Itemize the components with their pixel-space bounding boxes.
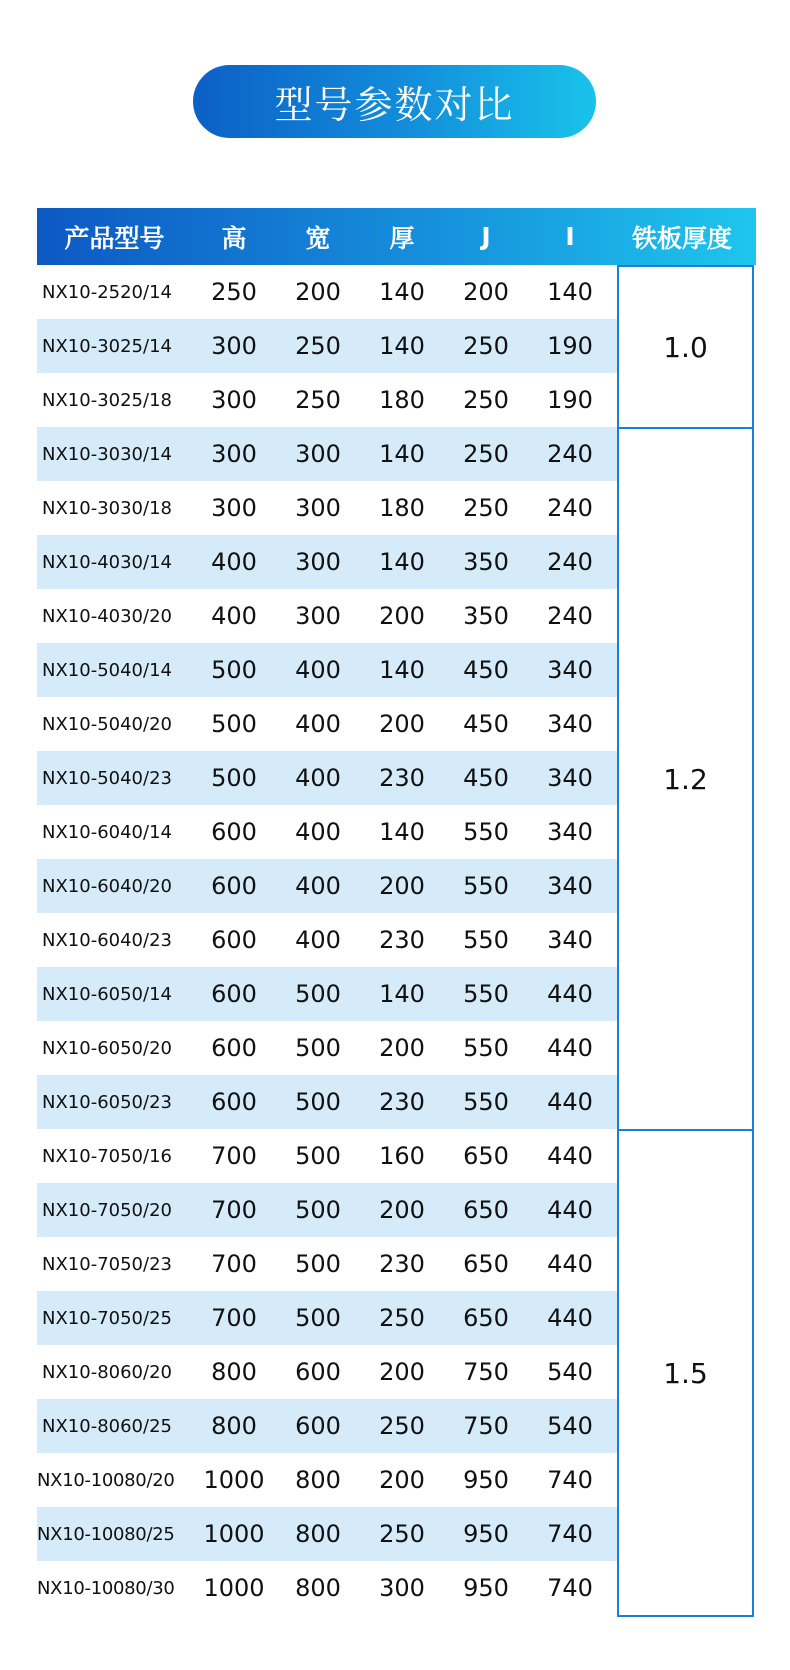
header-thickness: 厚 bbox=[389, 223, 415, 253]
cell-height: 600 bbox=[211, 980, 257, 1008]
cell-width: 300 bbox=[295, 602, 341, 630]
cell-i: 240 bbox=[547, 494, 593, 522]
cell-j: 750 bbox=[463, 1412, 509, 1440]
table-row bbox=[37, 805, 617, 859]
cell-model: NX10-5040/20 bbox=[42, 713, 172, 735]
cell-i: 540 bbox=[547, 1412, 593, 1440]
cell-j: 550 bbox=[463, 818, 509, 846]
cell-i: 340 bbox=[547, 710, 593, 738]
cell-j: 450 bbox=[463, 710, 509, 738]
cell-i: 140 bbox=[547, 278, 593, 306]
cell-thickness: 200 bbox=[379, 602, 425, 630]
cell-j: 200 bbox=[463, 278, 509, 306]
cell-model: NX10-6050/14 bbox=[42, 983, 172, 1005]
cell-j: 650 bbox=[463, 1250, 509, 1278]
cell-j: 550 bbox=[463, 1088, 509, 1116]
cell-model: NX10-6040/14 bbox=[42, 821, 172, 843]
cell-height: 300 bbox=[211, 494, 257, 522]
cell-thickness: 230 bbox=[379, 1088, 425, 1116]
table-row bbox=[37, 1561, 617, 1615]
cell-width: 800 bbox=[295, 1574, 341, 1602]
cell-height: 500 bbox=[211, 710, 257, 738]
cell-j: 650 bbox=[463, 1142, 509, 1170]
cell-thickness: 200 bbox=[379, 872, 425, 900]
cell-model: NX10-4030/20 bbox=[42, 605, 172, 627]
cell-i: 240 bbox=[547, 548, 593, 576]
cell-j: 250 bbox=[463, 386, 509, 414]
cell-height: 300 bbox=[211, 332, 257, 360]
cell-model: NX10-6040/23 bbox=[42, 929, 172, 951]
cell-model: NX10-5040/23 bbox=[42, 767, 172, 789]
cell-j: 650 bbox=[463, 1304, 509, 1332]
cell-model: NX10-8060/20 bbox=[42, 1361, 172, 1383]
cell-width: 200 bbox=[295, 278, 341, 306]
cell-j: 450 bbox=[463, 656, 509, 684]
cell-height: 250 bbox=[211, 278, 257, 306]
cell-width: 600 bbox=[295, 1358, 341, 1386]
table-row bbox=[37, 967, 617, 1021]
table-row bbox=[37, 589, 617, 643]
header-height: 高 bbox=[221, 223, 247, 253]
table-row bbox=[37, 1021, 617, 1075]
cell-model: NX10-6050/23 bbox=[42, 1091, 172, 1113]
cell-width: 400 bbox=[295, 926, 341, 954]
cell-j: 950 bbox=[463, 1574, 509, 1602]
cell-height: 1000 bbox=[203, 1466, 265, 1494]
cell-height: 300 bbox=[211, 440, 257, 468]
cell-i: 440 bbox=[547, 1088, 593, 1116]
cell-i: 190 bbox=[547, 332, 593, 360]
cell-thickness: 180 bbox=[379, 386, 425, 414]
cell-model: NX10-3025/14 bbox=[42, 335, 172, 357]
cell-height: 600 bbox=[211, 926, 257, 954]
cell-height: 300 bbox=[211, 386, 257, 414]
cell-model: NX10-3025/18 bbox=[42, 389, 172, 411]
cell-i: 340 bbox=[547, 818, 593, 846]
cell-i: 340 bbox=[547, 656, 593, 684]
cell-i: 440 bbox=[547, 1250, 593, 1278]
cell-width: 800 bbox=[295, 1520, 341, 1548]
cell-height: 400 bbox=[211, 602, 257, 630]
table-row bbox=[37, 643, 617, 697]
cell-thickness: 250 bbox=[379, 1412, 425, 1440]
cell-thickness: 140 bbox=[379, 278, 425, 306]
header-i: I bbox=[565, 222, 575, 251]
cell-model: NX10-5040/14 bbox=[42, 659, 172, 681]
plate-thickness-group: 1.0 bbox=[617, 265, 754, 429]
table-row bbox=[37, 427, 617, 481]
cell-thickness: 140 bbox=[379, 548, 425, 576]
cell-height: 800 bbox=[211, 1358, 257, 1386]
cell-i: 440 bbox=[547, 1196, 593, 1224]
cell-i: 740 bbox=[547, 1466, 593, 1494]
table-row bbox=[37, 1075, 617, 1129]
cell-width: 300 bbox=[295, 494, 341, 522]
table-row bbox=[37, 1183, 617, 1237]
cell-height: 400 bbox=[211, 548, 257, 576]
cell-width: 500 bbox=[295, 1088, 341, 1116]
cell-width: 400 bbox=[295, 764, 341, 792]
cell-thickness: 250 bbox=[379, 1520, 425, 1548]
cell-j: 250 bbox=[463, 332, 509, 360]
table-row bbox=[37, 1507, 617, 1561]
cell-width: 400 bbox=[295, 872, 341, 900]
cell-thickness: 140 bbox=[379, 818, 425, 846]
cell-width: 400 bbox=[295, 710, 341, 738]
cell-j: 950 bbox=[463, 1466, 509, 1494]
cell-j: 450 bbox=[463, 764, 509, 792]
cell-thickness: 140 bbox=[379, 656, 425, 684]
cell-j: 950 bbox=[463, 1520, 509, 1548]
cell-thickness: 230 bbox=[379, 926, 425, 954]
cell-thickness: 200 bbox=[379, 1466, 425, 1494]
cell-height: 500 bbox=[211, 764, 257, 792]
cell-height: 600 bbox=[211, 1034, 257, 1062]
cell-height: 600 bbox=[211, 1088, 257, 1116]
cell-width: 250 bbox=[295, 332, 341, 360]
cell-width: 500 bbox=[295, 1304, 341, 1332]
cell-width: 500 bbox=[295, 1034, 341, 1062]
cell-model: NX10-10080/25 bbox=[37, 1523, 175, 1545]
table-row bbox=[37, 751, 617, 805]
cell-model: NX10-6050/20 bbox=[42, 1037, 172, 1059]
cell-width: 800 bbox=[295, 1466, 341, 1494]
cell-j: 350 bbox=[463, 602, 509, 630]
table-row bbox=[37, 913, 617, 967]
cell-model: NX10-7050/16 bbox=[42, 1145, 172, 1167]
cell-j: 750 bbox=[463, 1358, 509, 1386]
cell-thickness: 200 bbox=[379, 710, 425, 738]
cell-i: 340 bbox=[547, 872, 593, 900]
plate-thickness-column bbox=[617, 265, 754, 1617]
cell-height: 700 bbox=[211, 1142, 257, 1170]
cell-i: 440 bbox=[547, 1304, 593, 1332]
cell-height: 600 bbox=[211, 872, 257, 900]
table-row bbox=[37, 373, 617, 427]
table-row bbox=[37, 1399, 617, 1453]
cell-height: 700 bbox=[211, 1304, 257, 1332]
table-row bbox=[37, 265, 617, 319]
cell-i: 540 bbox=[547, 1358, 593, 1386]
spec-table bbox=[37, 208, 756, 1615]
cell-thickness: 140 bbox=[379, 332, 425, 360]
cell-height: 500 bbox=[211, 656, 257, 684]
header-j: J bbox=[481, 222, 491, 251]
cell-width: 300 bbox=[295, 548, 341, 576]
cell-j: 250 bbox=[463, 494, 509, 522]
cell-height: 700 bbox=[211, 1250, 257, 1278]
page-title: 型号参数对比 bbox=[193, 65, 596, 138]
cell-width: 500 bbox=[295, 1142, 341, 1170]
table-row bbox=[37, 535, 617, 589]
cell-model: NX10-3030/14 bbox=[42, 443, 172, 465]
cell-i: 440 bbox=[547, 1142, 593, 1170]
cell-width: 500 bbox=[295, 1196, 341, 1224]
cell-i: 440 bbox=[547, 1034, 593, 1062]
cell-j: 550 bbox=[463, 980, 509, 1008]
cell-thickness: 200 bbox=[379, 1196, 425, 1224]
cell-j: 350 bbox=[463, 548, 509, 576]
cell-thickness: 300 bbox=[379, 1574, 425, 1602]
cell-i: 340 bbox=[547, 926, 593, 954]
cell-height: 600 bbox=[211, 818, 257, 846]
table-row bbox=[37, 1453, 617, 1507]
cell-j: 550 bbox=[463, 1034, 509, 1062]
cell-model: NX10-7050/23 bbox=[42, 1253, 172, 1275]
cell-height: 800 bbox=[211, 1412, 257, 1440]
cell-height: 1000 bbox=[203, 1574, 265, 1602]
cell-width: 400 bbox=[295, 656, 341, 684]
cell-i: 240 bbox=[547, 602, 593, 630]
cell-model: NX10-10080/30 bbox=[37, 1577, 175, 1599]
table-row bbox=[37, 859, 617, 913]
header-model: 产品型号 bbox=[64, 223, 165, 253]
cell-model: NX10-2520/14 bbox=[42, 281, 172, 303]
cell-j: 650 bbox=[463, 1196, 509, 1224]
cell-i: 740 bbox=[547, 1520, 593, 1548]
cell-model: NX10-8060/25 bbox=[42, 1415, 172, 1437]
cell-model: NX10-7050/25 bbox=[42, 1307, 172, 1329]
table-row bbox=[37, 319, 617, 373]
cell-j: 550 bbox=[463, 872, 509, 900]
cell-j: 550 bbox=[463, 926, 509, 954]
cell-i: 440 bbox=[547, 980, 593, 1008]
cell-thickness: 230 bbox=[379, 1250, 425, 1278]
cell-model: NX10-4030/14 bbox=[42, 551, 172, 573]
cell-width: 500 bbox=[295, 1250, 341, 1278]
cell-thickness: 230 bbox=[379, 764, 425, 792]
cell-model: NX10-10080/20 bbox=[37, 1469, 175, 1491]
cell-thickness: 200 bbox=[379, 1034, 425, 1062]
cell-thickness: 180 bbox=[379, 494, 425, 522]
cell-width: 500 bbox=[295, 980, 341, 1008]
plate-thickness-group: 1.2 bbox=[617, 427, 754, 1131]
cell-width: 600 bbox=[295, 1412, 341, 1440]
table-header bbox=[37, 208, 756, 265]
cell-i: 190 bbox=[547, 386, 593, 414]
cell-i: 340 bbox=[547, 764, 593, 792]
header-plate-thickness: 铁板厚度 bbox=[631, 223, 732, 253]
cell-height: 700 bbox=[211, 1196, 257, 1224]
cell-width: 300 bbox=[295, 440, 341, 468]
cell-height: 1000 bbox=[203, 1520, 265, 1548]
table-row bbox=[37, 1345, 617, 1399]
header-width: 宽 bbox=[305, 223, 331, 253]
table-row bbox=[37, 481, 617, 535]
cell-model: NX10-3030/18 bbox=[42, 497, 172, 519]
cell-width: 250 bbox=[295, 386, 341, 414]
cell-thickness: 160 bbox=[379, 1142, 425, 1170]
table-row bbox=[37, 1291, 617, 1345]
cell-width: 400 bbox=[295, 818, 341, 846]
cell-i: 240 bbox=[547, 440, 593, 468]
cell-thickness: 140 bbox=[379, 980, 425, 1008]
cell-thickness: 250 bbox=[379, 1304, 425, 1332]
cell-thickness: 140 bbox=[379, 440, 425, 468]
cell-j: 250 bbox=[463, 440, 509, 468]
cell-model: NX10-7050/20 bbox=[42, 1199, 172, 1221]
table-row bbox=[37, 1237, 617, 1291]
table-row bbox=[37, 697, 617, 751]
table-row bbox=[37, 1129, 617, 1183]
cell-thickness: 200 bbox=[379, 1358, 425, 1386]
cell-model: NX10-6040/20 bbox=[42, 875, 172, 897]
plate-thickness-group: 1.5 bbox=[617, 1129, 754, 1617]
cell-i: 740 bbox=[547, 1574, 593, 1602]
